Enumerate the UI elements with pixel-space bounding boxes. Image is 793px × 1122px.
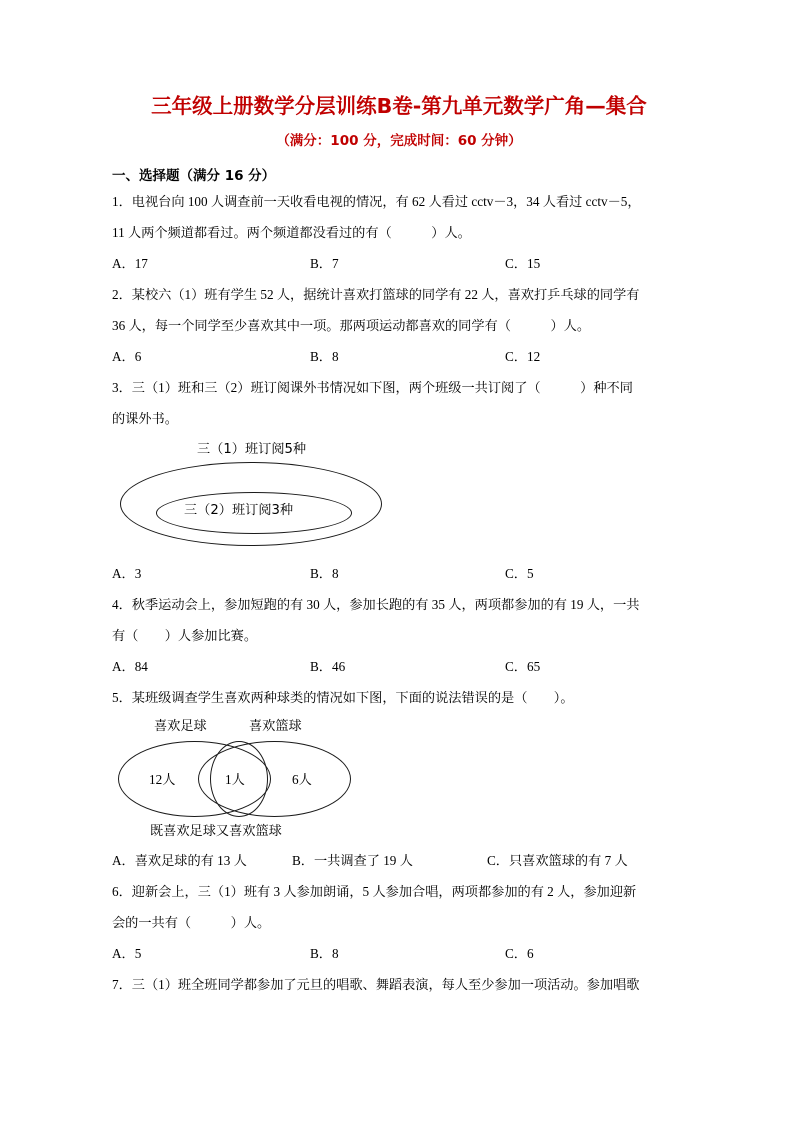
question-1-options — [112, 248, 686, 279]
question-6-line-2: 会的一共有（ ）人。 — [112, 915, 271, 930]
diagram1-inner-label: 三（2）班订阅3种 — [184, 503, 294, 518]
option-b[interactable]: B．8 — [310, 566, 339, 581]
option-c[interactable]: C．12 — [505, 349, 541, 364]
option-b[interactable]: B．46 — [310, 659, 346, 674]
question-5-options — [112, 845, 686, 876]
page-content — [112, 92, 686, 1000]
question-1-line-1: 1．电视台向 100 人调查前一天收看电视的情况，有 62 人看过 cctv－3，34 人看过 cctv－5， — [112, 194, 641, 209]
question-6-options — [112, 938, 686, 969]
question-1-line-2: 11 人两个频道都看过。两个频道都没看过的有（ ）人。 — [112, 225, 471, 240]
question-5-line-1: 5．某班级调查学生喜欢两种球类的情况如下图，下面的说法错误的是（ ）。 — [112, 690, 574, 705]
option-b[interactable]: B．8 — [310, 349, 339, 364]
question-4-line-2: 有（ ）人参加比赛。 — [112, 628, 258, 643]
venn-label-basketball: 喜欢篮球 — [249, 719, 302, 734]
nested-ellipse-diagram — [112, 438, 686, 558]
venn-value-left: 12人 — [149, 772, 176, 787]
diagram1-outer-label: 三（1）班订阅5种 — [197, 442, 307, 457]
option-c[interactable]: C．15 — [505, 256, 541, 271]
section-heading-multiple-choice: 一、选择题（满分 16 分） — [112, 168, 276, 184]
question-3-options — [112, 558, 686, 589]
option-b[interactable]: B．一共调查了 19 人 — [292, 853, 413, 868]
option-a[interactable]: A．3 — [112, 566, 142, 581]
option-c[interactable]: C．65 — [505, 659, 541, 674]
option-a[interactable]: A．84 — [112, 659, 148, 674]
option-c[interactable]: C．5 — [505, 566, 534, 581]
option-c[interactable]: C．只喜欢篮球的有 7 人 — [487, 853, 628, 868]
question-2-line-1: 2．某校六（1）班有学生 52 人，据统计喜欢打篮球的同学有 22 人，喜欢打乒乓球的同学有 — [112, 287, 640, 302]
question-3-line-1: 3．三（1）班和三（2）班订阅课外书情况如下图，两个班级一共订阅了（ ）种不同 — [112, 380, 633, 395]
venn-diagram — [112, 715, 686, 845]
question-3-line-2: 的课外书。 — [112, 411, 178, 426]
venn-caption: 既喜欢足球又喜欢篮球 — [150, 824, 282, 839]
option-a[interactable]: A．喜欢足球的有 13 人 — [112, 853, 247, 868]
venn-label-football: 喜欢足球 — [154, 719, 207, 734]
option-c[interactable]: C．6 — [505, 946, 534, 961]
question-2-line-2: 36 人，每一个同学至少喜欢其中一项。那两项运动都喜欢的同学有（ ）人。 — [112, 318, 591, 333]
option-b[interactable]: B．7 — [310, 256, 339, 271]
page-subtitle: （满分：100 分，完成时间：60 分钟） — [276, 133, 522, 149]
question-4-line-1: 4．秋季运动会上，参加短跑的有 30 人，参加长跑的有 35 人，两项都参加的有 19 人，一共 — [112, 597, 640, 612]
page-title: 三年级上册数学分层训练B卷-第九单元数学广角—集合 — [151, 94, 647, 118]
question-7-line-1: 7．三（1）班全班同学都参加了元旦的唱歌、舞蹈表演，每人至少参加一项活动。参加唱歌 — [112, 977, 640, 992]
venn-value-right: 6人 — [292, 772, 312, 787]
option-a[interactable]: A．17 — [112, 256, 148, 271]
option-b[interactable]: B．8 — [310, 946, 339, 961]
venn-value-intersection: 1人 — [225, 772, 245, 787]
question-2-options — [112, 341, 686, 372]
option-a[interactable]: A．5 — [112, 946, 142, 961]
question-6-line-1: 6．迎新会上，三（1）班有 3 人参加朗诵，5 人参加合唱，两项都参加的有 2 人，参加迎新 — [112, 884, 637, 899]
option-a[interactable]: A．6 — [112, 349, 142, 364]
question-4-options — [112, 651, 686, 682]
